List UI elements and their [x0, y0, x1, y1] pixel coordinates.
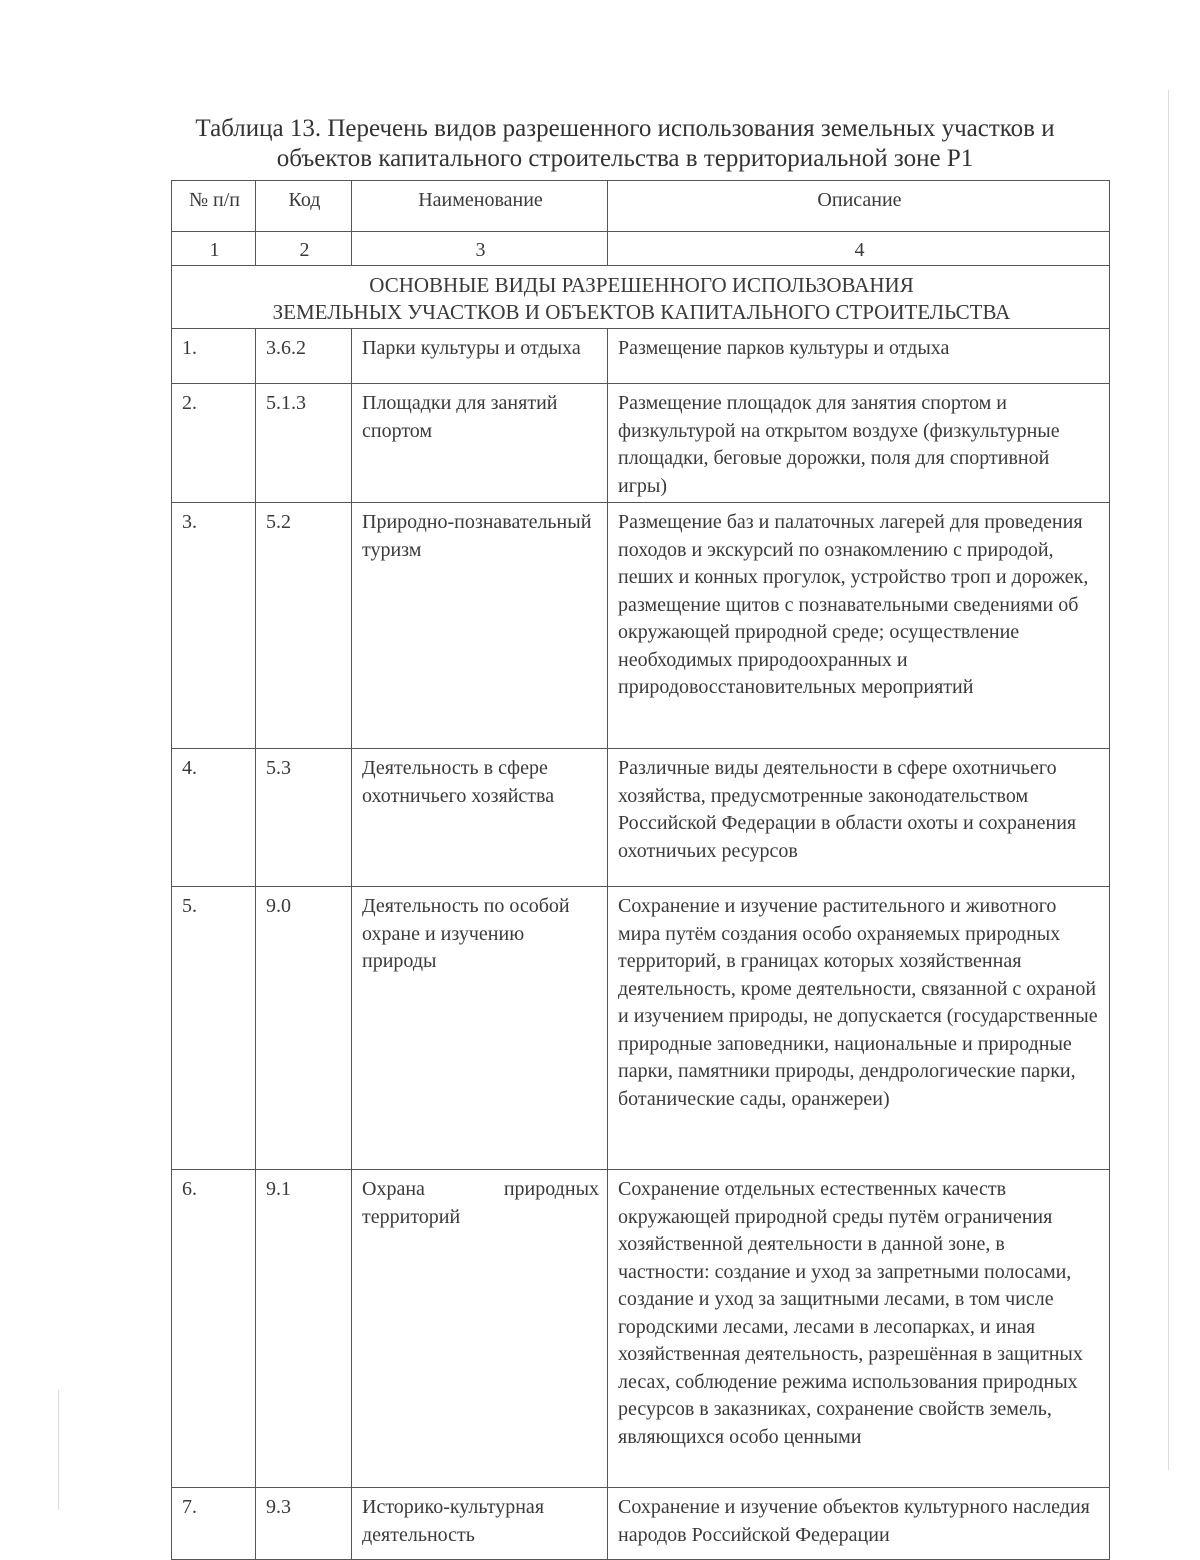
row-code: 5.1.3 — [256, 384, 352, 503]
table-title: Таблица 13. Перечень видов разрешенного использования земельных участков и объектов капитального строительства в территориальной зоне Р1 — [195, 115, 1055, 172]
row-num: 1. — [172, 329, 256, 384]
table-row — [172, 749, 1110, 887]
row-num: 6. — [172, 1170, 256, 1488]
row-num: 2. — [172, 384, 256, 503]
column-number: 2 — [256, 232, 352, 266]
row-description: Сохранение отдельных естественных качеств окружающей природной среды путём ограничения хозяйственной деятельности в данной зоне, в частности: создание и уход за запретными полосами, создание и уход за защитными лесами, в том числе городскими лесами, лесами в лесопарках, и иная хозяйственная деятельность, разрешённая в защитных лесах, соблюдение режима использования природных ресурсов в заказниках, сохранение свойств земель, являющихся особо ценными — [608, 1170, 1110, 1488]
section-row — [172, 266, 1110, 329]
row-num: 4. — [172, 749, 256, 887]
row-code: 3.6.2 — [256, 329, 352, 384]
header-code: Код — [256, 181, 352, 232]
row-code: 5.3 — [256, 749, 352, 887]
column-number: 1 — [172, 232, 256, 266]
column-number: 3 — [352, 232, 608, 266]
row-name: Площадки для занятий спортом — [352, 384, 608, 503]
table-row — [172, 384, 1110, 503]
table-row — [172, 887, 1110, 1170]
row-num: 5. — [172, 887, 256, 1170]
row-code: 5.2 — [256, 503, 352, 749]
row-description: Сохранение и изучение объектов культурного наследия народов Российской Федерации — [608, 1488, 1110, 1560]
row-code: 9.3 — [256, 1488, 352, 1560]
row-description: Сохранение и изучение растительного и животного мира путём создания особо охраняемых природных территорий, в границах которых хозяйственная деятельность, кроме деятельности, связанной с охраной и изучением природы, не допускается (государственные природные заповедники, национальные и природные парки, памятники природы, дендрологические парки, ботанические сады, оранжереи) — [608, 887, 1110, 1170]
row-description: Размещение баз и палаточных лагерей для проведения походов и экскурсий по ознакомлению с природой, пеших и конных прогулок, устройство троп и дорожек, размещение щитов с познавательными сведениями об окружающей природной среде; осуществление необходимых природоохранных и природовосстановительных мероприятий — [608, 503, 1110, 749]
section-title: ОСНОВНЫЕ ВИДЫ РАЗРЕШЕННОГО ИСПОЛЬЗОВАНИЯ ЗЕМЕЛЬНЫХ УЧАСТКОВ И ОБЪЕКТОВ КАПИТАЛЬНОГО СТРОИТЕЛЬСТВА — [172, 266, 1110, 329]
header-num: № п/п — [172, 181, 256, 232]
scan-artifact-line — [58, 1390, 59, 1510]
column-number-row — [172, 232, 1110, 266]
row-name: Историко-культурная деятельность — [352, 1488, 608, 1560]
header-description: Описание — [608, 181, 1110, 232]
row-name: Парки культуры и отдыха — [352, 329, 608, 384]
row-description: Размещение площадок для занятия спортом и физкультурой на открытом воздухе (физкультурные площадки, беговые дорожки, поля для спортивной игры) — [608, 384, 1110, 503]
column-number: 4 — [608, 232, 1110, 266]
header-name: Наименование — [352, 181, 608, 232]
row-num: 7. — [172, 1488, 256, 1560]
row-num: 3. — [172, 503, 256, 749]
row-name: Деятельность в сфере охотничьего хозяйства — [352, 749, 608, 887]
row-description: Различные виды деятельности в сфере охотничьего хозяйства, предусмотренные законодательством Российской Федерации в области охоты и сохранения охотничьих ресурсов — [608, 749, 1110, 887]
row-code: 9.1 — [256, 1170, 352, 1488]
row-name: Деятельность по особой охране и изучению природы — [352, 887, 608, 1170]
row-code: 9.0 — [256, 887, 352, 1170]
table-row — [172, 1170, 1110, 1488]
header-row — [172, 181, 1110, 232]
row-name: Природно-познавательный туризм — [352, 503, 608, 749]
table-row — [172, 329, 1110, 384]
scan-artifact-line — [1168, 90, 1169, 1470]
row-name: Охрана природных территорий — [352, 1170, 608, 1488]
table-row — [172, 1488, 1110, 1560]
row-description: Размещение парков культуры и отдыха — [608, 329, 1110, 384]
land-use-table — [171, 180, 1110, 1560]
table-row — [172, 503, 1110, 749]
